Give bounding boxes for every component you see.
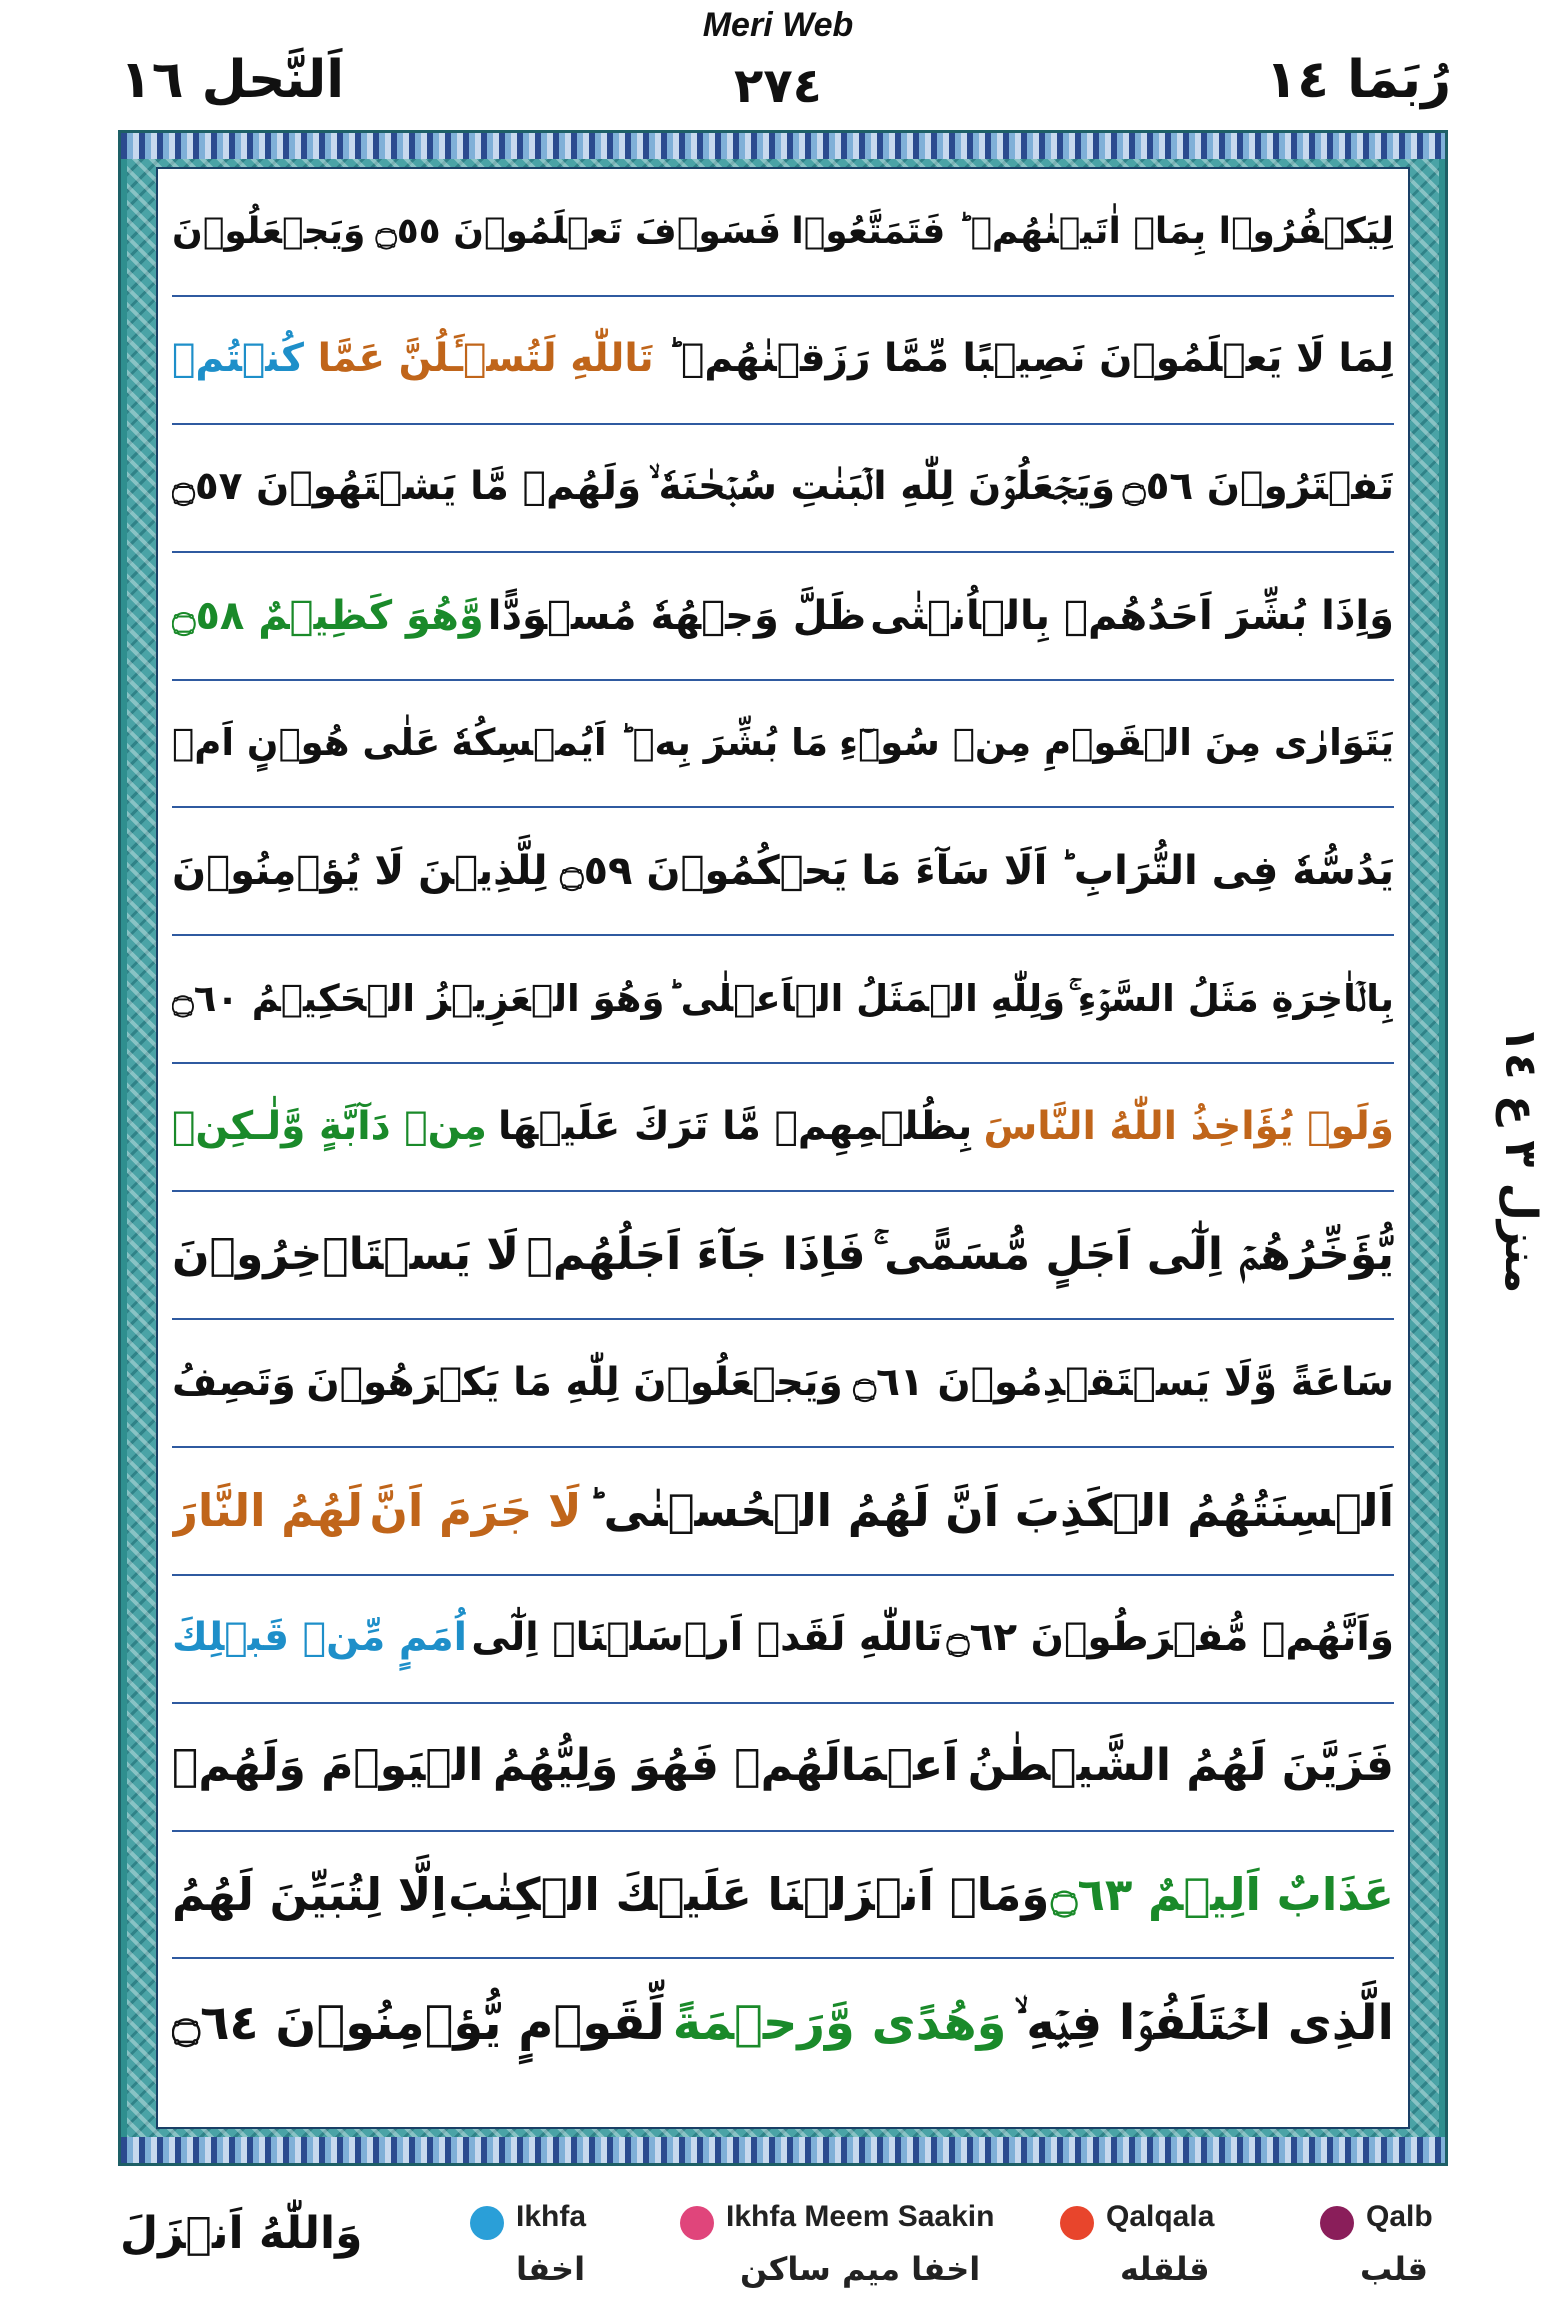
- verse-segment: بِظُلۡمِهِمۡ مَّا تَرَكَ عَلَيۡهَا: [498, 1103, 973, 1149]
- surah-name: اَلنَّحل ١٦: [120, 50, 345, 110]
- verse-segment: مَا بُشِّرَ بِهٖ ؕ اَيُمۡسِكُهٗ: [451, 721, 828, 765]
- verse-segment: لَا يَسۡتَاۡخِرُوۡنَ: [172, 1228, 520, 1280]
- legend-dot-icon: [680, 2206, 714, 2240]
- verse-segment: وَهُدًى وَّرَحۡمَةً: [672, 1994, 1007, 2051]
- legend-label-english: Qalb: [1366, 2200, 1433, 2233]
- verse-segment: وَلَوۡ يُؤَاخِذُ اللّٰهُ النَّاسَ: [983, 1103, 1394, 1149]
- verse-segment: سَاعَةً وَّلَا يَسۡتَقۡدِمُوۡنَ ۝٦١: [853, 1359, 1394, 1405]
- verse-line: [172, 553, 1394, 681]
- page-number: ٢٧٤: [734, 58, 822, 114]
- verse-segment: لَا جَرَمَ اَنَّ: [369, 1483, 582, 1537]
- verse-segment: وَيَجۡعَلُوۡنَ لِلّٰهِ مَا يَكۡرَهُوۡنَ: [306, 1359, 843, 1405]
- verse-segment: وَتَصِفُ: [172, 1359, 296, 1405]
- verse-line: [172, 1448, 1394, 1576]
- verse-segment: فَاِذَا جَآءَ اَجَلُهُمۡ: [526, 1228, 866, 1280]
- verse-segment: وَاَنَّهُمۡ مُّفۡرَطُوۡنَ ۝٦٢: [946, 1615, 1394, 1661]
- verse-line: [172, 1959, 1394, 2087]
- legend-label-urdu: اخفا میم ساکن: [740, 2250, 981, 2288]
- legend-dot-icon: [1320, 2206, 1354, 2240]
- verse-segment: وَلَهُمۡ مَّا يَشۡتَهُوۡنَ ۝٥٧: [172, 464, 642, 510]
- verse-segment: وَيَجۡعَلُوۡنَ لِلّٰهِ الۡبَنٰتِ سُبۡحٰنَهٗ ۙ: [648, 464, 1116, 510]
- verse-line: [172, 1832, 1394, 1960]
- verse-segment: مِنۡ دَآبَّةٍ وَّلٰـكِنۡ: [172, 1103, 487, 1149]
- verse-segment: اَعۡمَالَهُمۡ فَهُوَ وَلِيُّهُمُ: [492, 1740, 959, 1792]
- verse-segment: اَلَا سَآءَ مَا يَحۡكُمُوۡنَ ۝٥٩: [560, 848, 1048, 895]
- verse-segment: تَفۡتَرُوۡنَ ۝٥٦: [1122, 464, 1394, 510]
- verse-segment: وَمَاۤ اَنۡزَلۡنَا عَلَيۡكَ الۡكِتٰبَ: [448, 1867, 1050, 1921]
- footer-catchword: وَاللّٰهُ اَنۡزَلَ: [120, 2208, 363, 2259]
- verse-segment: لِيَكۡفُرُوۡا بِمَاۤ اٰتَيۡنٰهُمۡ ؕ فَتَمَتَّعُوۡا: [791, 211, 1394, 253]
- verse-segment: وَيَجۡعَلُوۡنَ: [172, 211, 366, 253]
- verse-segment: لِمَا لَا يَعۡلَمُوۡنَ نَصِيۡبًا مِّمَّا رَزَقۡنٰهُمۡ ؕ: [667, 336, 1394, 382]
- legend-label-urdu: قلقله: [1120, 2250, 1210, 2288]
- verse-segment: لِّقَوۡمٍ يُّؤۡمِنُوۡنَ ۝٦٤: [172, 1994, 665, 2051]
- verse-line: [172, 297, 1394, 425]
- decorative-border-bottom: [121, 2137, 1445, 2163]
- verse-line: [172, 169, 1394, 297]
- verse-segment: تَاللّٰهِ لَقَدۡ اَرۡسَلۡنَاۤ اِلٰٓى: [471, 1615, 943, 1661]
- verse-segment: وَّهُوَ كَظِيۡمٌ ۝٥٨: [172, 592, 484, 639]
- legend-dot-icon: [470, 2206, 504, 2240]
- decorative-border-top: [121, 133, 1445, 159]
- verse-line: [172, 808, 1394, 936]
- verse-segment: تَاللّٰهِ لَتُسۡـَٔلُنَّ عَمَّا: [317, 336, 654, 382]
- verse-segment: عَذَابٌ اَلِيۡمٌ ۝٦٣: [1050, 1867, 1394, 1921]
- verse-segment: وَلِلّٰهِ الۡمَثَلُ الۡاَعۡلٰى ؕ: [667, 977, 1066, 1021]
- verse-segment: الۡيَوۡمَ وَلَهُمۡ: [172, 1740, 484, 1792]
- verse-segment: الَّذِى اخۡتَلَفُوۡا فِيۡهِ ۙ: [1014, 1994, 1394, 2051]
- quran-page-frame: [118, 130, 1448, 2166]
- legend-label-urdu: اخفا: [516, 2250, 586, 2288]
- verse-line: [172, 681, 1394, 809]
- verse-text-panel: [156, 167, 1410, 2129]
- legend-label-urdu: قلب: [1360, 2250, 1428, 2288]
- verse-line: [172, 425, 1394, 553]
- verse-segment: يَدُسُّهٗ فِى التُّرَابِ ؕ: [1059, 848, 1394, 895]
- margin-note: منزل ٣ ع ١٤: [1495, 1026, 1546, 1294]
- verse-segment: اُمَمٍ مِّنۡ قَبۡلِكَ: [172, 1615, 467, 1661]
- verse-segment: اِلَّا لِتُبَيِّنَ لَهُمُ: [172, 1867, 447, 1921]
- verse-segment: ظَلَّ وَجۡهُهٗ مُسۡوَدًّا: [487, 592, 867, 639]
- legend-dot-icon: [1060, 2206, 1094, 2240]
- verse-segment: وَاِذَا بُشِّرَ اَحَدُهُمۡ بِالۡاُنۡثٰى: [870, 592, 1394, 639]
- verse-segment: وَهُوَ الۡعَزِيۡزُ الۡحَكِيۡمُ ۝٦٠: [172, 977, 665, 1021]
- verse-segment: فَزَيَّنَ لَهُمُ الشَّيۡطٰنُ: [967, 1740, 1394, 1792]
- verse-segment: يُّؤَخِّرُهُمۡ اِلٰٓى اَجَلٍ مُّسَمًّى ۚ: [873, 1228, 1394, 1280]
- verse-segment: اَلۡسِنَتُهُمُ الۡكَذِبَ اَنَّ لَهُمُ الۡحُسۡنٰى ؕ: [587, 1483, 1394, 1537]
- verse-segment: بِالۡاٰخِرَةِ مَثَلُ السَّوۡءِ ۚ: [1068, 977, 1394, 1021]
- verse-segment: لَهُمُ النَّارَ: [172, 1483, 364, 1537]
- verse-line: [172, 1064, 1394, 1192]
- verse-segment: يَتَوَارٰى مِنَ الۡقَوۡمِ مِنۡ سُوۡٓءِ: [839, 721, 1394, 765]
- verse-segment: كُنۡتُمۡ: [172, 336, 304, 382]
- verse-line: [172, 1704, 1394, 1832]
- verse-line: [172, 1320, 1394, 1448]
- verse-line: [172, 936, 1394, 1064]
- site-name: Meri Web: [702, 6, 854, 44]
- verse-line: [172, 1576, 1394, 1704]
- legend-label-english: Ikhfa Meem Saakin: [726, 2200, 995, 2233]
- verse-segment: عَلٰى هُوۡنٍ اَمۡ: [172, 721, 441, 765]
- verse-segment: لِلَّذِيۡنَ لَا يُؤۡمِنُوۡنَ: [172, 848, 548, 895]
- verse-segment: فَسَوۡفَ تَعۡلَمُوۡنَ ۝٥٥: [375, 211, 782, 253]
- legend-label-english: Qalqala: [1106, 2200, 1215, 2233]
- legend-label-english: Ikhfa: [516, 2200, 587, 2233]
- para-name: رُبَمَا ١٤: [1265, 50, 1451, 110]
- verse-line: [172, 1192, 1394, 1320]
